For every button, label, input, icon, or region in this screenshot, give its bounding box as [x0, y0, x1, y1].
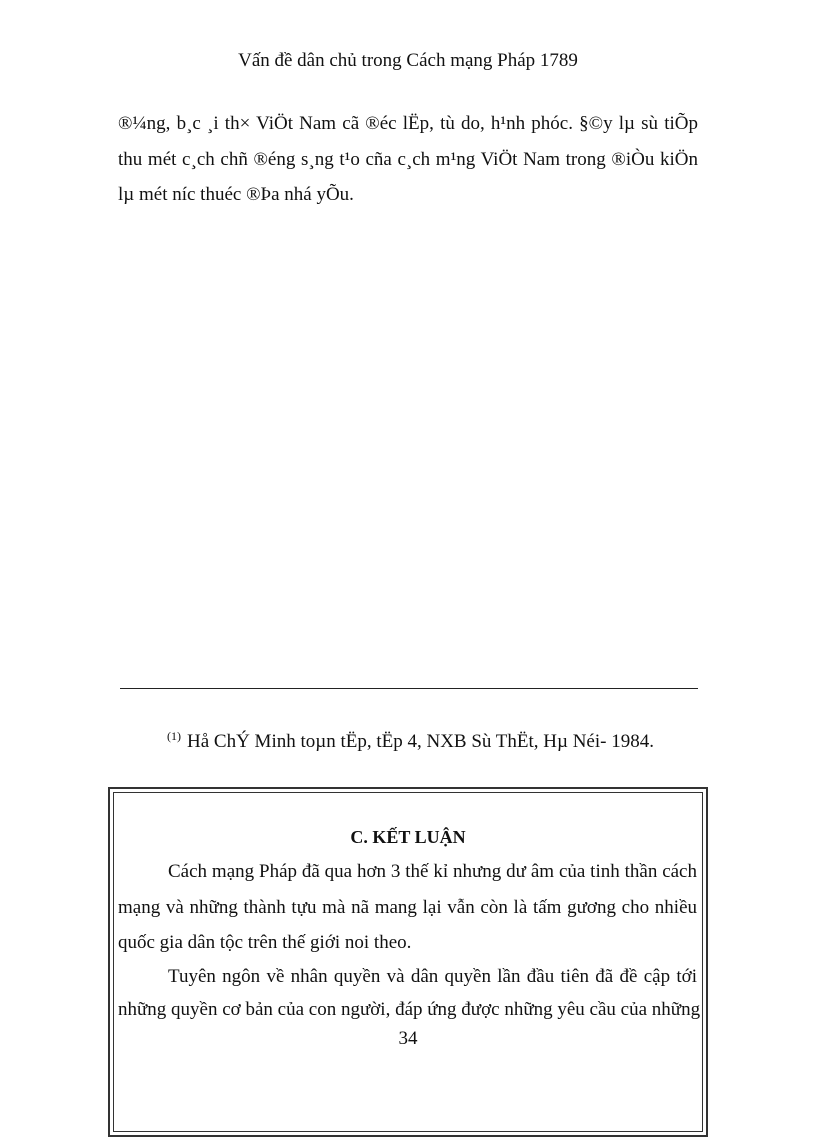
footnote-text: Hå ChÝ Minh toµn tËp, tËp 4, NXB Sù ThËt, Hµ Néi- 1984. — [187, 731, 654, 752]
footnote-separator — [120, 688, 698, 689]
body-line: ®¼ng, b¸c ¸i th× ViÖt Nam cã ®éc lËp, tù do, h¹nh phóc. §©y lµ sù tiÕp — [118, 113, 698, 134]
body-line: lµ mét níc thuéc ®Þa nhá yÕu. — [118, 184, 354, 205]
footnote-marker: (1) — [167, 729, 181, 743]
footnote — [167, 724, 654, 754]
page-number: 34 — [398, 1028, 418, 1049]
paragraph-line: Cách mạng Pháp đã qua hơn 3 thế kỉ nhưng dư âm của tinh thần cách — [168, 861, 697, 882]
body-line: thu mét c¸ch chñ ®éng s¸ng t¹o cña c¸ch m¹ng ViÖt Nam trong ®iÒu kiÖn — [118, 149, 698, 170]
paragraph-line: mạng và những thành tựu mà nã mang lại vẫn còn là tấm gương cho nhiều — [118, 897, 697, 918]
running-header: Vấn đề dân chủ trong Cách mạng Pháp 1789 — [238, 50, 578, 71]
paragraph-line: quốc gia dân tộc trên thế giới noi theo. — [118, 932, 412, 953]
paragraph-line: Tuyên ngôn về nhân quyền và dân quyền lần đầu tiên đã đề cập tới — [168, 966, 697, 987]
section-title: C. KẾT LUẬN — [350, 827, 466, 847]
paragraph-line: những quyền cơ bản của con người, đáp ứng được những yêu cầu của những — [118, 999, 701, 1020]
